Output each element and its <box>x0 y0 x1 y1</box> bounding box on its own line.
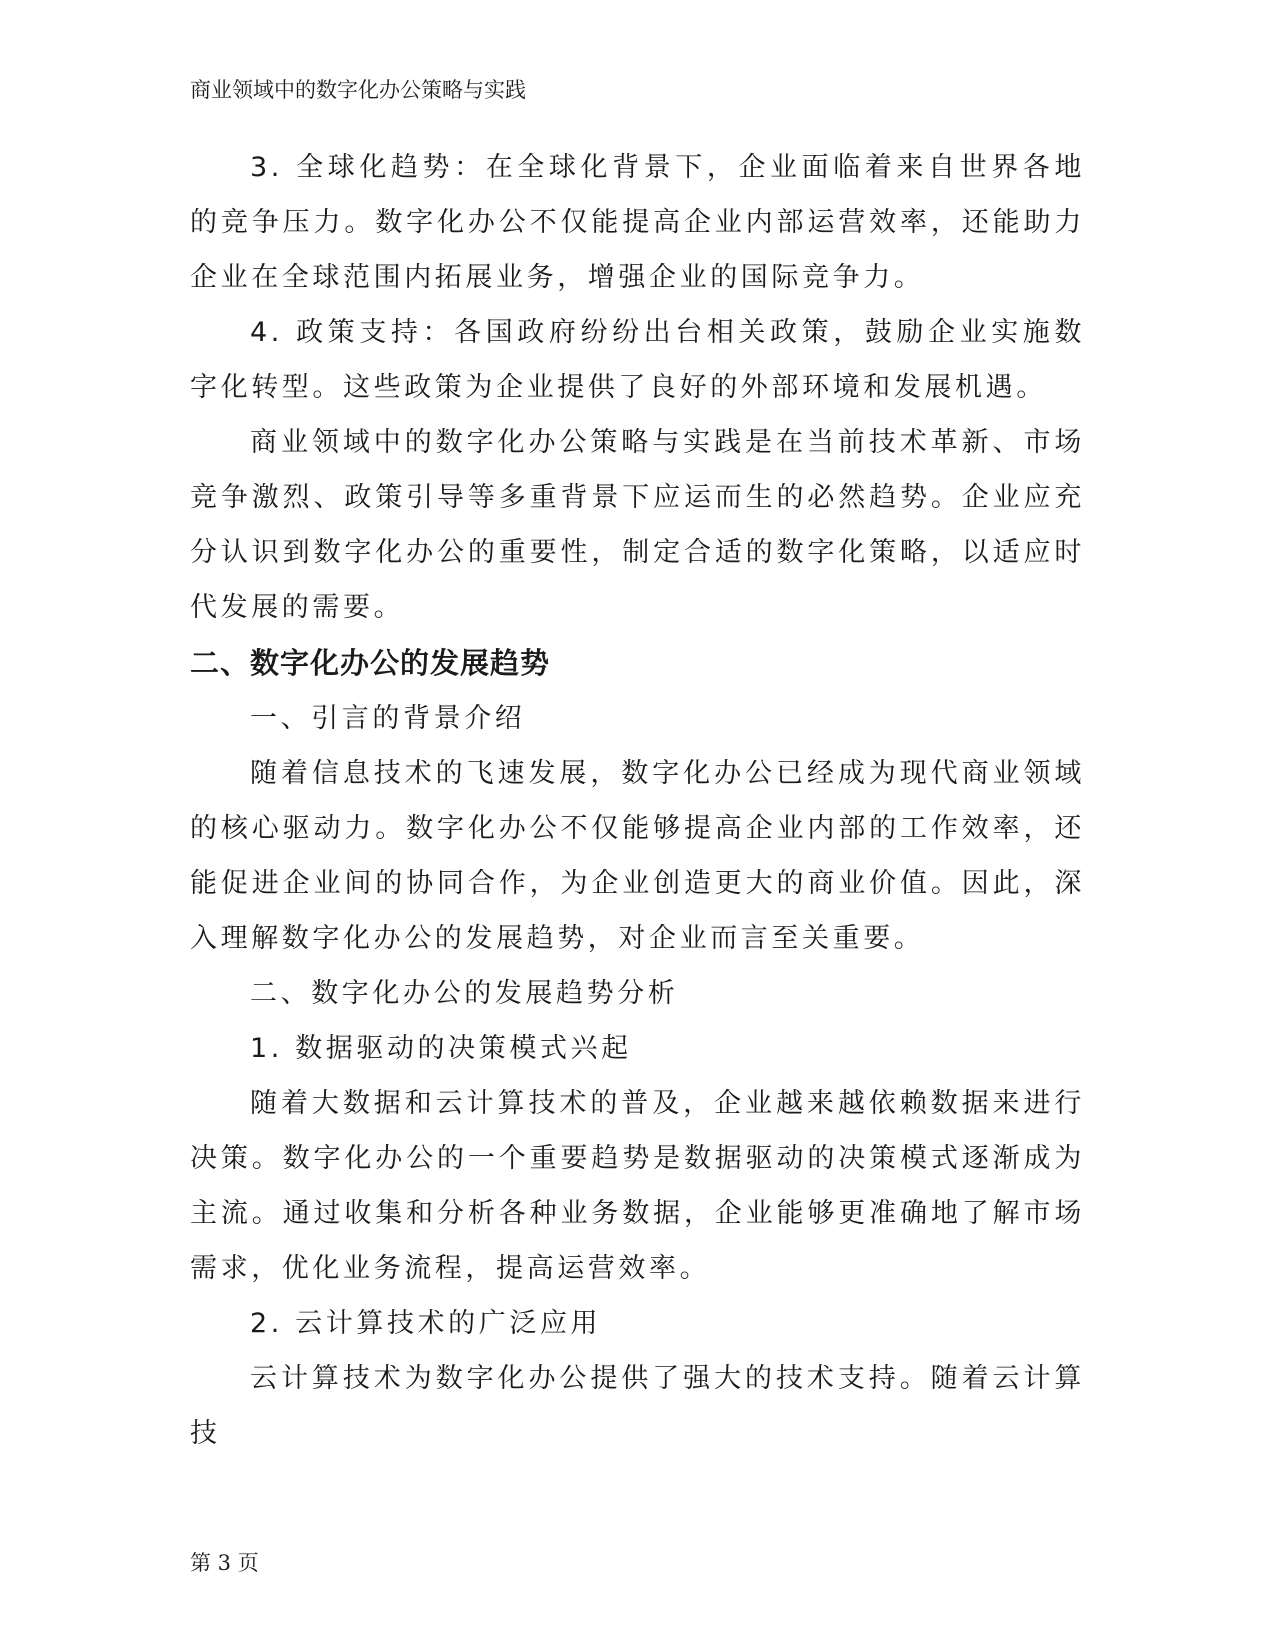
paragraph-globalization-trend: 3. 全球化趋势：在全球化背景下，企业面临着来自世界各地的竞争压力。数字化办公不仅能提高企业内部运营效率，还能助力企业在全球范围内拓展业务，增强企业的国际竞争力。 <box>190 152 1085 293</box>
list-item-cloud-computing: 2. 云计算技术的广泛应用 <box>250 1308 602 1339</box>
subheading-background: 一、引言的背景介绍 <box>250 703 526 734</box>
subheading-trend-analysis: 二、数字化办公的发展趋势分析 <box>250 978 679 1009</box>
paragraph-cloud-computing: 云计算技术为数字化办公提供了强大的技术支持。随着云计算技 <box>190 1363 1085 1449</box>
running-header: 商业领域中的数字化办公策略与实践 <box>190 78 526 102</box>
paragraph-policy-support: 4. 政策支持：各国政府纷纷出台相关政策，鼓励企业实施数字化转型。这些政策为企业提供了良好的外部环境和发展机遇。 <box>190 317 1085 403</box>
list-item-data-driven: 1. 数据驱动的决策模式兴起 <box>250 1033 632 1064</box>
section-heading: 二、数字化办公的发展趋势 <box>190 646 551 680</box>
paragraph-summary: 商业领域中的数字化办公策略与实践是在当前技术革新、市场竞争激烈、政策引导等多重背景下应运而生的必然趋势。企业应充分认识到数字化办公的重要性，制定合适的数字化策略，以适应时代发展的需要。 <box>190 427 1085 623</box>
page-number: 第 3 页 <box>190 1551 259 1575</box>
paragraph-data-driven: 随着大数据和云计算技术的普及，企业越来越依赖数据来进行决策。数字化办公的一个重要趋势是数据驱动的决策模式逐渐成为主流。通过收集和分析各种业务数据，企业能够更准确地了解市场需求，优化业务流程，提高运营效率。 <box>190 1088 1085 1284</box>
document-body <box>190 140 1085 1461</box>
paragraph-intro: 随着信息技术的飞速发展，数字化办公已经成为现代商业领域的核心驱动力。数字化办公不仅能够提高企业内部的工作效率，还能促进企业间的协同合作，为企业创造更大的商业价值。因此，深入理解数字化办公的发展趋势，对企业而言至关重要。 <box>190 758 1085 954</box>
